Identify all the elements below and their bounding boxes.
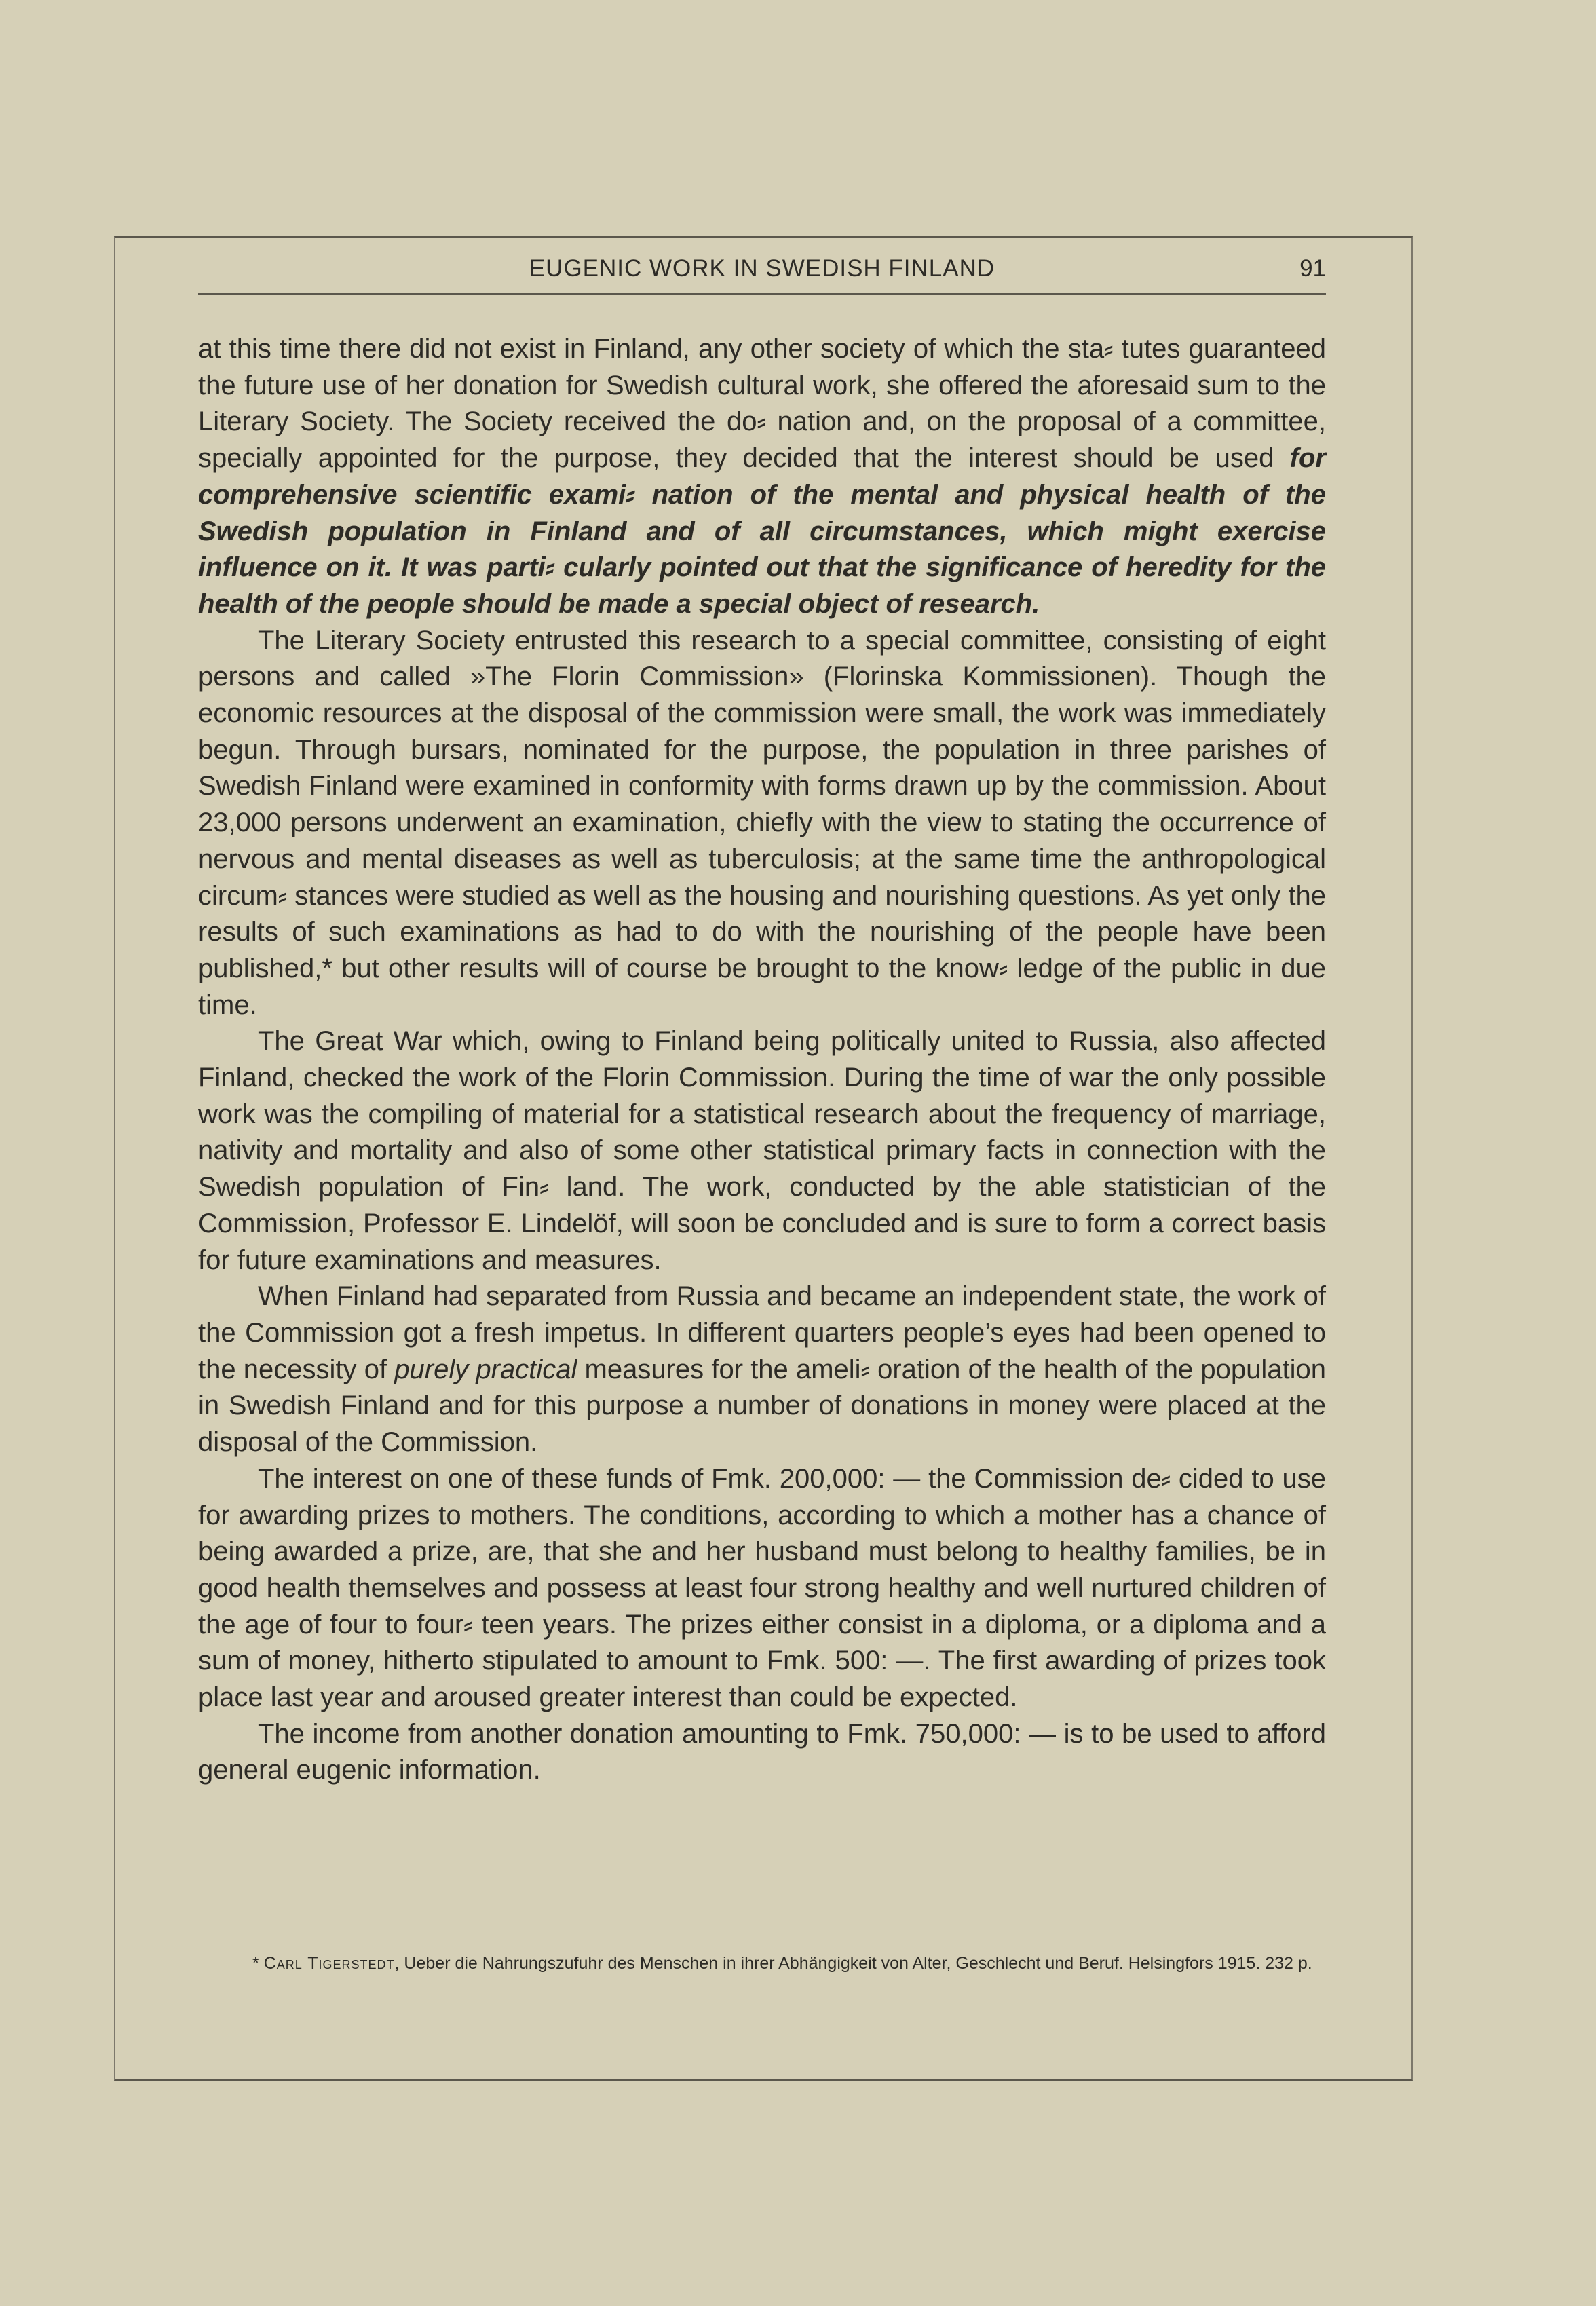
running-header: [198, 251, 1326, 295]
paragraph-5: The interest on one of these funds of Fmk. 200,000: — the Commission de⸗ cided to use for awarding prizes to mothers. The conditions, according to which a mother has a chance of being awarded a prize, are, that she and her husband must belong to healthy families, be in good health themselves and possess at least four strong healthy and well nurtured children of the age of four to four⸗ teen years. The prizes either consist in a diploma, or a diploma and a sum of money, hitherto stipulated to amount to Fmk. 500: —. The first awarding of prizes took place last year and aroused greater interest than could be expected.: [198, 1463, 1326, 1713]
footnote-author: Carl Tigerstedt: [263, 1954, 395, 1973]
footnote: [198, 1950, 1326, 1976]
body-text: [198, 331, 1326, 1789]
paragraph-2: The Literary Society entrusted this research to a special committee, consisting of eight persons and called »The Florin Commission» (Florinska Kommissionen). Though the economic resources at the disposal of the commission were small, the work was immediately begun. Through bursars, nominated for the purpose, the population in three parishes of Swedish Finland were examined in conformity with forms drawn up by the commission. About 23,000 persons underwent an examination, chiefly with the view to stating the occurrence of nervous and mental diseases as well as tuberculosis; at the same time the anthropological circum⸗ stances were studied as well as the housing and nourishing questions. As yet only the results of such examinations as had to do with the nourishing of the people have been published,* but other results will of course be brought to the know⸗ ledge of the public in due time.: [198, 625, 1326, 1020]
paragraph-3: The Great War which, owing to Finland being politically united to Russia, also affected Finland, checked the work of the Florin Commission. During the time of war the only possible work was the compiling of material for a statistical research about the frequency of marriage, nativity and mortality and also of some other statistical primary facts in connection with the Swedish population of Fin⸗ land. The work, conducted by the able statistician of the Commission, Professor E. Lindelöf, will soon be concluded and is sure to form a correct basis for future examinations and measures.: [198, 1026, 1326, 1275]
running-title: EUGENIC WORK IN SWEDISH FINLAND: [529, 255, 995, 282]
paragraph-1-text: at this time there did not exist in Finland, any other society of which the sta⸗ tutes guaranteed the future use of her donation for Swedish cultural work, she offered the aforesaid sum to the Literary Society. The Society received the do⸗ nation and, on the proposal of a committee, specially appointed for the purpose, they decided that the interest should be used: [198, 334, 1326, 474]
footnote-citation: , Ueber die Nahrungszufuhr des Menschen in ihrer Abhängigkeit von Alter, Geschlecht und Beruf. Helsingfors 1915. 232 p.: [394, 1954, 1312, 1973]
paragraph-6: The income from another donation amounting to Fmk. 750,000: — is to be used to afford general eugenic information.: [198, 1718, 1326, 1785]
paragraph-4: [198, 1279, 1326, 1461]
paragraph-1-emphasis: for comprehensive scientific exami⸗ nation of the mental and physical health of the Swedish population in Finland and of all circumstances, which might exercise influence on it. It was parti⸗ cularly pointed out that the significance of heredity for the health of the people should be made a special object of research.: [198, 443, 1326, 619]
paragraph-1: [198, 331, 1326, 623]
paragraph-4-emphasis: purely practical: [394, 1354, 577, 1384]
footnote-text: [198, 1950, 1326, 1976]
paragraph-4-text-a: When Finland had separated from Russia and became an independent state, the work of the Commission got a fresh impetus. In different quarters people’s eyes had been opened to the necessity of: [198, 1281, 1326, 1384]
footnote-marker: *: [252, 1954, 264, 1973]
page-number: 91: [1299, 255, 1326, 282]
paragraph-4-text-b: measures for the ameli⸗ oration of the health of the population in Swedish Finland and for this purpose a number of donations in money were placed at the disposal of the Commission.: [198, 1354, 1327, 1458]
